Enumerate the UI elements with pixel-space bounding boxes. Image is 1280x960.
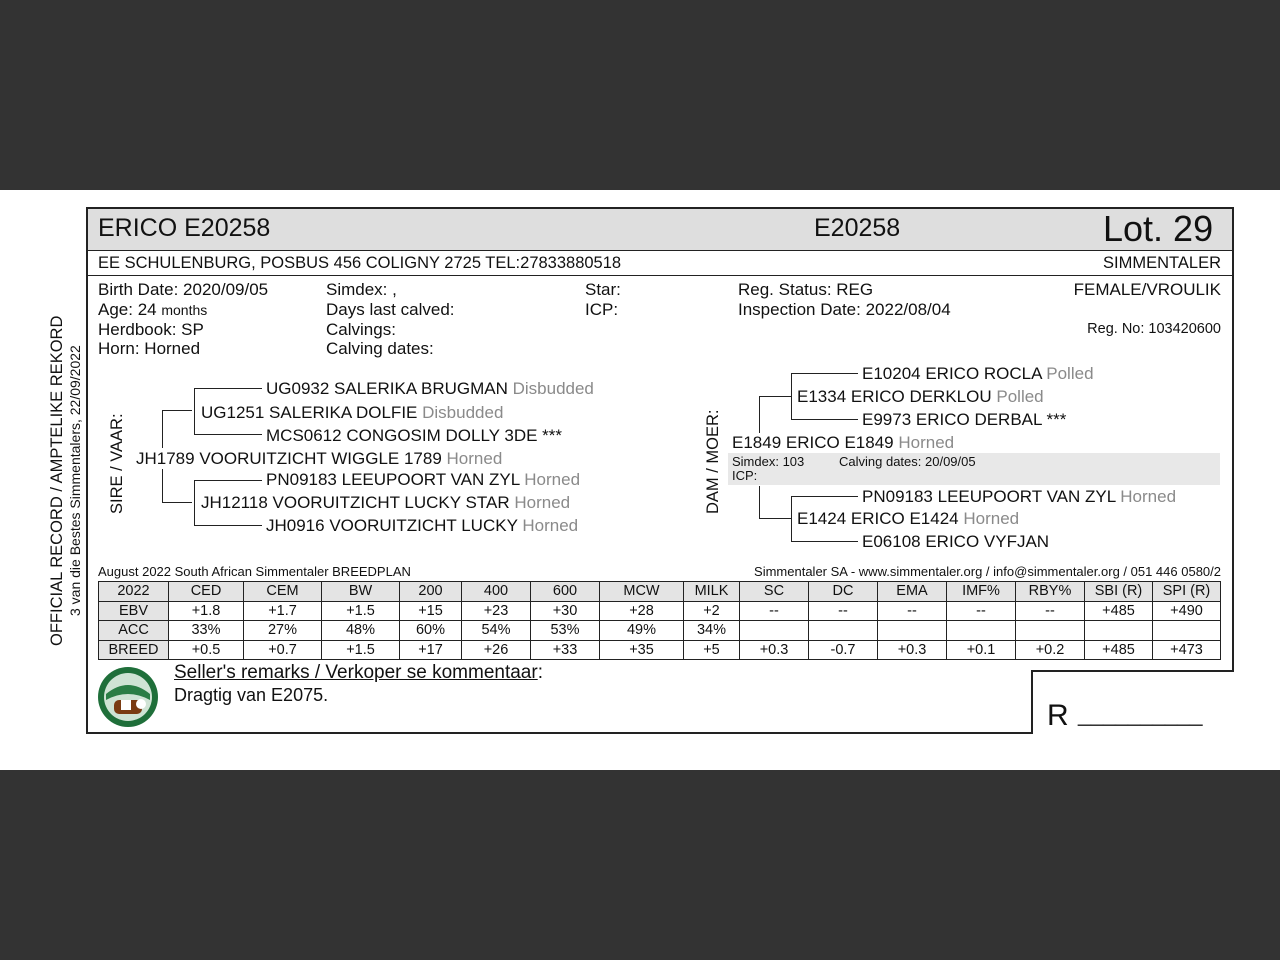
ebv-header-cell: DC bbox=[809, 582, 878, 602]
remarks-title-text: Seller's remarks / Verkoper se kommentaar bbox=[174, 662, 538, 683]
ebv-header-cell: CEM bbox=[244, 582, 322, 602]
remarks-title bbox=[174, 662, 543, 684]
acc-row bbox=[99, 621, 1221, 641]
tree-line bbox=[162, 469, 163, 502]
ebv-cell: +485 bbox=[1085, 601, 1153, 621]
tree-line bbox=[162, 410, 192, 411]
horn-tag: Horned bbox=[1120, 487, 1177, 506]
pedigree-name: MCS0612 CONGOSIM DOLLY 3DE *** bbox=[266, 426, 563, 445]
ebv-cell bbox=[1016, 621, 1085, 641]
ebv-cell: +30 bbox=[531, 601, 600, 621]
pedigree-dam bbox=[732, 433, 954, 453]
pedigree-name: JH12118 VOORUITZICHT LUCKY STAR bbox=[201, 493, 510, 512]
ebv-cell: +15 bbox=[400, 601, 462, 621]
pedigree-name: E1424 ERICO E1424 bbox=[797, 509, 959, 528]
icp: ICP: bbox=[585, 300, 619, 319]
ebv-row-label: EBV bbox=[99, 601, 169, 621]
ebv-cell: +26 bbox=[462, 640, 531, 660]
pedigree-name: PN09183 LEEUPOORT VAN ZYL bbox=[862, 487, 1116, 506]
ebv-cell: 27% bbox=[244, 621, 322, 641]
horn-tag: Polled bbox=[996, 387, 1044, 406]
animal-name: ERICO E20258 bbox=[98, 214, 271, 242]
pedigree-dss bbox=[862, 364, 1094, 384]
ebv-header-row bbox=[99, 582, 1221, 602]
ebv-cell: +1.8 bbox=[169, 601, 244, 621]
ebv-header-cell: IMF% bbox=[947, 582, 1016, 602]
ebv-cell: 48% bbox=[322, 621, 400, 641]
ebv-header-cell: 600 bbox=[531, 582, 600, 602]
ebv-row-label: BREED bbox=[99, 640, 169, 660]
source-date-label: 3 van die Bestes Simmentalers, 22/09/2022 bbox=[67, 345, 83, 616]
pedigree-name: E06108 ERICO VYFJAN bbox=[862, 532, 1050, 551]
horn-tag: Horned bbox=[446, 449, 503, 468]
tree-line bbox=[194, 525, 262, 526]
ebv-cell: +5 bbox=[684, 640, 740, 660]
pedigree-dds bbox=[862, 487, 1176, 507]
horn-tag: Horned bbox=[524, 470, 581, 489]
horn-tag: Horned bbox=[963, 509, 1020, 528]
lot-number: Lot. 29 bbox=[1103, 208, 1214, 249]
owner-line: EE SCHULENBURG, POSBUS 456 COLIGNY 2725 TEL:27833880518 bbox=[98, 254, 622, 272]
ebv-cell: -- bbox=[1016, 601, 1085, 621]
horn-tag: Horned bbox=[898, 433, 955, 452]
tree-line bbox=[194, 388, 262, 389]
ebv-header-cell: BW bbox=[322, 582, 400, 602]
pedigree-ds bbox=[797, 387, 1044, 407]
card-border-left bbox=[86, 207, 88, 734]
breed-row bbox=[99, 640, 1221, 660]
tree-line bbox=[194, 480, 262, 481]
divider-1 bbox=[87, 250, 1233, 251]
reg-status: Reg. Status: REG bbox=[738, 280, 874, 299]
calvings: Calvings: bbox=[326, 320, 396, 339]
ebv-cell: +1.5 bbox=[322, 640, 400, 660]
tree-line bbox=[759, 486, 760, 518]
pedigree-name: UG1251 SALERIKA DOLFIE bbox=[201, 403, 418, 422]
ebv-cell: +35 bbox=[600, 640, 684, 660]
ebv-row-label: ACC bbox=[99, 621, 169, 641]
sire-label: SIRE / VAAR: bbox=[108, 413, 126, 514]
tree-line bbox=[194, 388, 195, 435]
reg-number: Reg. No: 103420600 bbox=[1087, 321, 1221, 337]
ebv-cell: +485 bbox=[1085, 640, 1153, 660]
price-input[interactable]: __________ bbox=[1078, 700, 1202, 727]
ebv-header-cell: MILK bbox=[684, 582, 740, 602]
tree-line bbox=[759, 396, 791, 397]
tree-line bbox=[194, 434, 262, 435]
breedplan-source: August 2022 South African Simmentaler BREEDPLAN bbox=[98, 564, 411, 579]
ebv-cell bbox=[1085, 621, 1153, 641]
price-box-top bbox=[1031, 670, 1234, 672]
ebv-cell: +0.1 bbox=[947, 640, 1016, 660]
pedigree-ss bbox=[201, 403, 503, 423]
ebv-cell: -- bbox=[740, 601, 809, 621]
animal-code: E20258 bbox=[814, 214, 901, 242]
remarks-text: Dragtig van E2075. bbox=[174, 685, 329, 705]
age-value: Age: 24 bbox=[98, 300, 157, 319]
pedigree-sdd bbox=[266, 516, 578, 536]
pedigree-name: E1334 ERICO DERKLOU bbox=[797, 387, 992, 406]
ebv-cell: +0.3 bbox=[878, 640, 947, 660]
card-border-bottom bbox=[86, 732, 1033, 734]
ebv-header-cell: SC bbox=[740, 582, 809, 602]
ebv-cell: -- bbox=[878, 601, 947, 621]
dam-calving-dates: Calving dates: 20/09/05 bbox=[839, 454, 976, 469]
simdex: Simdex: , bbox=[326, 280, 397, 299]
simmentaler-logo-icon bbox=[97, 666, 159, 728]
ebv-row bbox=[99, 601, 1221, 621]
ebv-cell: -- bbox=[809, 601, 878, 621]
ebv-cell: +28 bbox=[600, 601, 684, 621]
ebv-cell: +0.3 bbox=[740, 640, 809, 660]
tree-line bbox=[759, 396, 760, 433]
tree-line bbox=[791, 496, 792, 542]
tree-line bbox=[791, 419, 858, 420]
ebv-cell bbox=[740, 621, 809, 641]
card-border-right bbox=[1232, 207, 1234, 671]
horn-tag: Disbudded bbox=[422, 403, 504, 422]
horn-status: Horn: Horned bbox=[98, 339, 201, 358]
tree-line bbox=[791, 373, 858, 374]
ebv-header-cell: EMA bbox=[878, 582, 947, 602]
pedigree-name: E10204 ERICO ROCLA bbox=[862, 364, 1042, 383]
ebv-cell: +0.2 bbox=[1016, 640, 1085, 660]
horn-tag: Disbudded bbox=[512, 379, 594, 398]
remarks-colon: : bbox=[537, 662, 543, 683]
ebv-cell: 60% bbox=[400, 621, 462, 641]
ebv-header-cell: RBY% bbox=[1016, 582, 1085, 602]
age-unit: months bbox=[161, 302, 208, 318]
pedigree-ssd bbox=[266, 426, 562, 446]
pedigree-sds bbox=[266, 470, 580, 490]
ebv-header-cell: CED bbox=[169, 582, 244, 602]
ebv-header-cell: 400 bbox=[462, 582, 531, 602]
ebv-cell: +17 bbox=[400, 640, 462, 660]
pedigree-name: UG0932 SALERIKA BRUGMAN bbox=[266, 379, 508, 398]
pedigree-name: E1849 ERICO E1849 bbox=[732, 433, 894, 452]
ebv-table bbox=[98, 581, 1221, 660]
ebv-cell: 49% bbox=[600, 621, 684, 641]
pedigree-dsd bbox=[862, 410, 1066, 430]
card-border-top bbox=[86, 207, 1234, 209]
calving-dates: Calving dates: bbox=[326, 339, 434, 358]
ebv-cell: 53% bbox=[531, 621, 600, 641]
ebv-cell bbox=[1153, 621, 1221, 641]
ebv-header-cell: SPI (R) bbox=[1153, 582, 1221, 602]
ebv-cell: 33% bbox=[169, 621, 244, 641]
tree-line bbox=[791, 496, 858, 497]
pedigree-name: JH1789 VOORUITZICHT WIGGLE 1789 bbox=[136, 449, 442, 468]
official-record-label: OFFICIAL RECORD / AMPTELIKE REKORD bbox=[48, 315, 66, 646]
ebv-cell: +490 bbox=[1153, 601, 1221, 621]
age bbox=[98, 300, 207, 320]
ebv-header-cell: 200 bbox=[400, 582, 462, 602]
dam-icp: ICP: bbox=[732, 468, 758, 483]
tree-line bbox=[162, 502, 192, 503]
horn-tag: Horned bbox=[514, 493, 571, 512]
ebv-cell: +473 bbox=[1153, 640, 1221, 660]
ebv-cell: +0.5 bbox=[169, 640, 244, 660]
inspection-date: Inspection Date: 2022/08/04 bbox=[738, 300, 951, 319]
breedplan-contact: Simmentaler SA - www.simmentaler.org / info@simmentaler.org / 051 446 0580/2 bbox=[754, 564, 1221, 579]
ebv-cell: 54% bbox=[462, 621, 531, 641]
ebv-cell bbox=[809, 621, 878, 641]
birth-date: Birth Date: 2020/09/05 bbox=[98, 280, 269, 299]
ebv-header-cell: 2022 bbox=[99, 582, 169, 602]
pedigree-name: PN09183 LEEUPOORT VAN ZYL bbox=[266, 470, 520, 489]
ebv-cell: -0.7 bbox=[809, 640, 878, 660]
horn-tag: Horned bbox=[522, 516, 579, 535]
ebv-cell: +23 bbox=[462, 601, 531, 621]
price-box-left bbox=[1031, 670, 1033, 734]
ebv-cell: 34% bbox=[684, 621, 740, 641]
pedigree-name: JH0916 VOORUITZICHT LUCKY bbox=[266, 516, 518, 535]
ebv-header-cell: SBI (R) bbox=[1085, 582, 1153, 602]
tree-line bbox=[194, 480, 195, 526]
pedigree-sd bbox=[201, 493, 570, 513]
dam-label: DAM / MOER: bbox=[704, 409, 722, 514]
pedigree-dd bbox=[797, 509, 1019, 529]
tree-line bbox=[791, 541, 858, 542]
tree-line bbox=[759, 518, 791, 519]
ebv-cell: +2 bbox=[684, 601, 740, 621]
ebv-cell: -- bbox=[947, 601, 1016, 621]
ebv-cell bbox=[947, 621, 1016, 641]
horn-tag: Polled bbox=[1046, 364, 1094, 383]
pedigree-sire bbox=[136, 449, 502, 469]
ebv-cell: +0.7 bbox=[244, 640, 322, 660]
ebv-cell: +1.5 bbox=[322, 601, 400, 621]
star: Star: bbox=[585, 280, 621, 299]
ebv-header-cell: MCW bbox=[600, 582, 684, 602]
ebv-cell: +33 bbox=[531, 640, 600, 660]
tree-line bbox=[791, 373, 792, 420]
pedigree-name: E9973 ERICO DERBAL *** bbox=[862, 410, 1067, 429]
herdbook: Herdbook: SP bbox=[98, 320, 204, 339]
days-last-calved: Days last calved: bbox=[326, 300, 455, 319]
pedigree-sss bbox=[266, 379, 594, 399]
sex-label: FEMALE/VROULIK bbox=[1073, 280, 1221, 299]
ebv-cell: +1.7 bbox=[244, 601, 322, 621]
breed-label: SIMMENTALER bbox=[1103, 254, 1221, 272]
ebv-cell bbox=[878, 621, 947, 641]
divider-2 bbox=[87, 275, 1233, 276]
pedigree-ddd bbox=[862, 532, 1049, 552]
price-prefix: R bbox=[1047, 699, 1069, 732]
tree-line bbox=[162, 410, 163, 448]
dam-simdex: Simdex: 103 bbox=[732, 454, 805, 469]
